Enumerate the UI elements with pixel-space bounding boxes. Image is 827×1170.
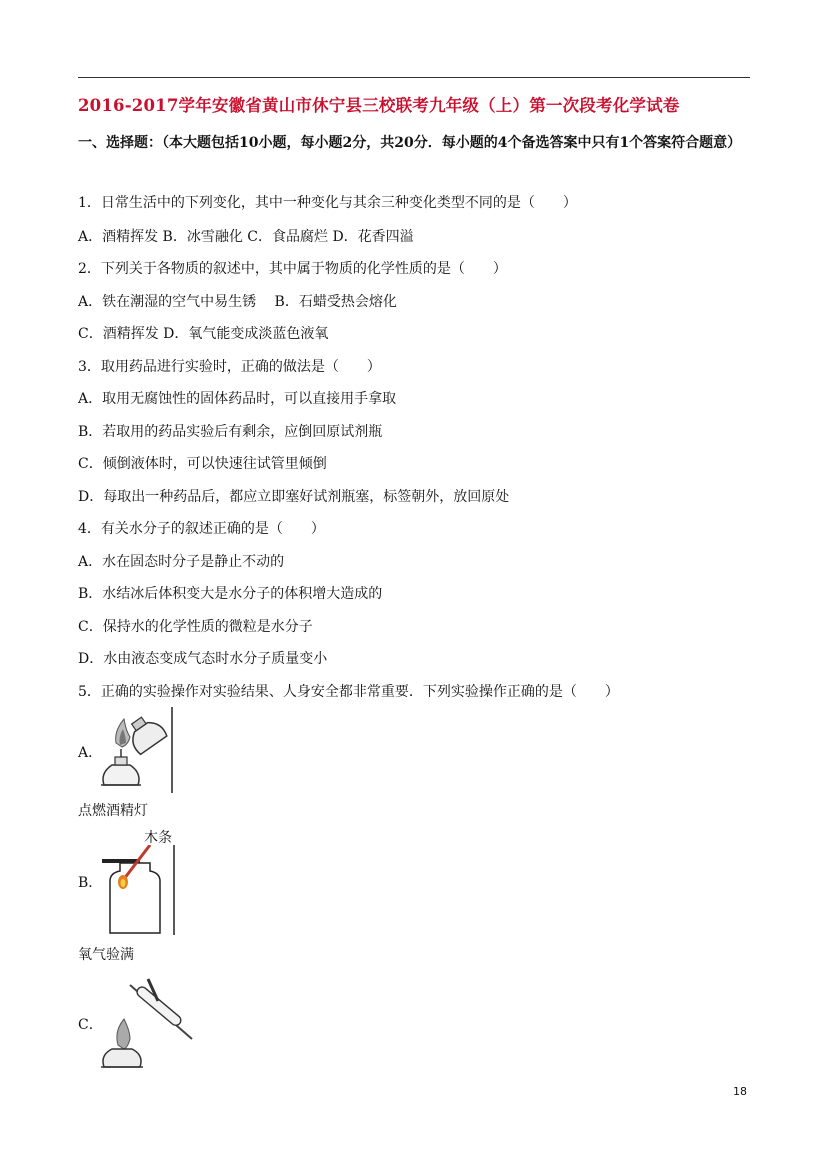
question-line: 1．日常生活中的下列变化，其中一种变化与其余三种变化类型不同的是（ ） [78, 195, 577, 211]
question-line: 4．有关水分子的叙述正确的是（ ） [78, 521, 325, 537]
option-line: C．保持水的化学性质的微粒是水分子 [78, 619, 313, 635]
header-rule [78, 77, 750, 78]
question-line: 3．取用药品进行实验时，正确的做法是（ ） [78, 359, 381, 375]
option-line: C．倾倒液体时，可以快速往试管里倾倒 [78, 456, 327, 472]
option-line: A．酒精挥发 B．冰雪融化 C．食品腐烂 D．花香四溢 [78, 229, 414, 245]
option-line: A．取用无腐蚀性的固体药品时，可以直接用手拿取 [78, 391, 397, 407]
option-line: D．每取出一种药品后，都应立即塞好试剂瓶塞，标签朝外，放回原处 [78, 489, 510, 505]
option-line: D．水由液态变成气态时水分子质量变小 [78, 651, 328, 667]
question-line: 5．正确的实验操作对实验结果、人身安全都非常重要．下列实验操作正确的是（ ） [78, 684, 619, 700]
exam-title: 2016-2017学年安徽省黄山市休宁县三校联考九年级（上）第一次段考化学试卷 [78, 96, 680, 115]
option-c-label: C． [78, 1017, 103, 1033]
option-line: A．水在固态时分子是静止不动的 [78, 554, 285, 570]
option-line: B．若取用的药品实验后有剩余，应倒回原试剂瓶 [78, 424, 383, 440]
question-line: 2．下列关于各物质的叙述中，其中属于物质的化学性质的是（ ） [78, 261, 507, 277]
option-line: C．酒精挥发 D．氧气能变成淡蓝色液氧 [78, 326, 329, 342]
option-a-caption: 点燃酒精灯 [78, 803, 148, 819]
option-b-label: B． [78, 875, 103, 891]
oxygen-test-bottle-figure [98, 845, 178, 937]
page-number: 18 [733, 1085, 747, 1098]
option-line: A．铁在潮湿的空气中易生锈 B．石蜡受热会熔化 [78, 294, 397, 310]
option-line: B．水结冰后体积变大是水分子的体积增大造成的 [78, 586, 383, 602]
alcohol-lamp-lighting-figure [96, 707, 176, 795]
section-heading: 一、选择题：（本大题包括10小题，每小题2分，共20分．每小题的4个备选答案中只有1个答案符合题意） [78, 135, 742, 151]
wood-splint-label: 木条 [144, 830, 172, 846]
heating-test-tube-figure [96, 975, 196, 1070]
option-b-caption: 氧气验满 [78, 947, 134, 963]
option-a-label: A． [78, 745, 103, 761]
